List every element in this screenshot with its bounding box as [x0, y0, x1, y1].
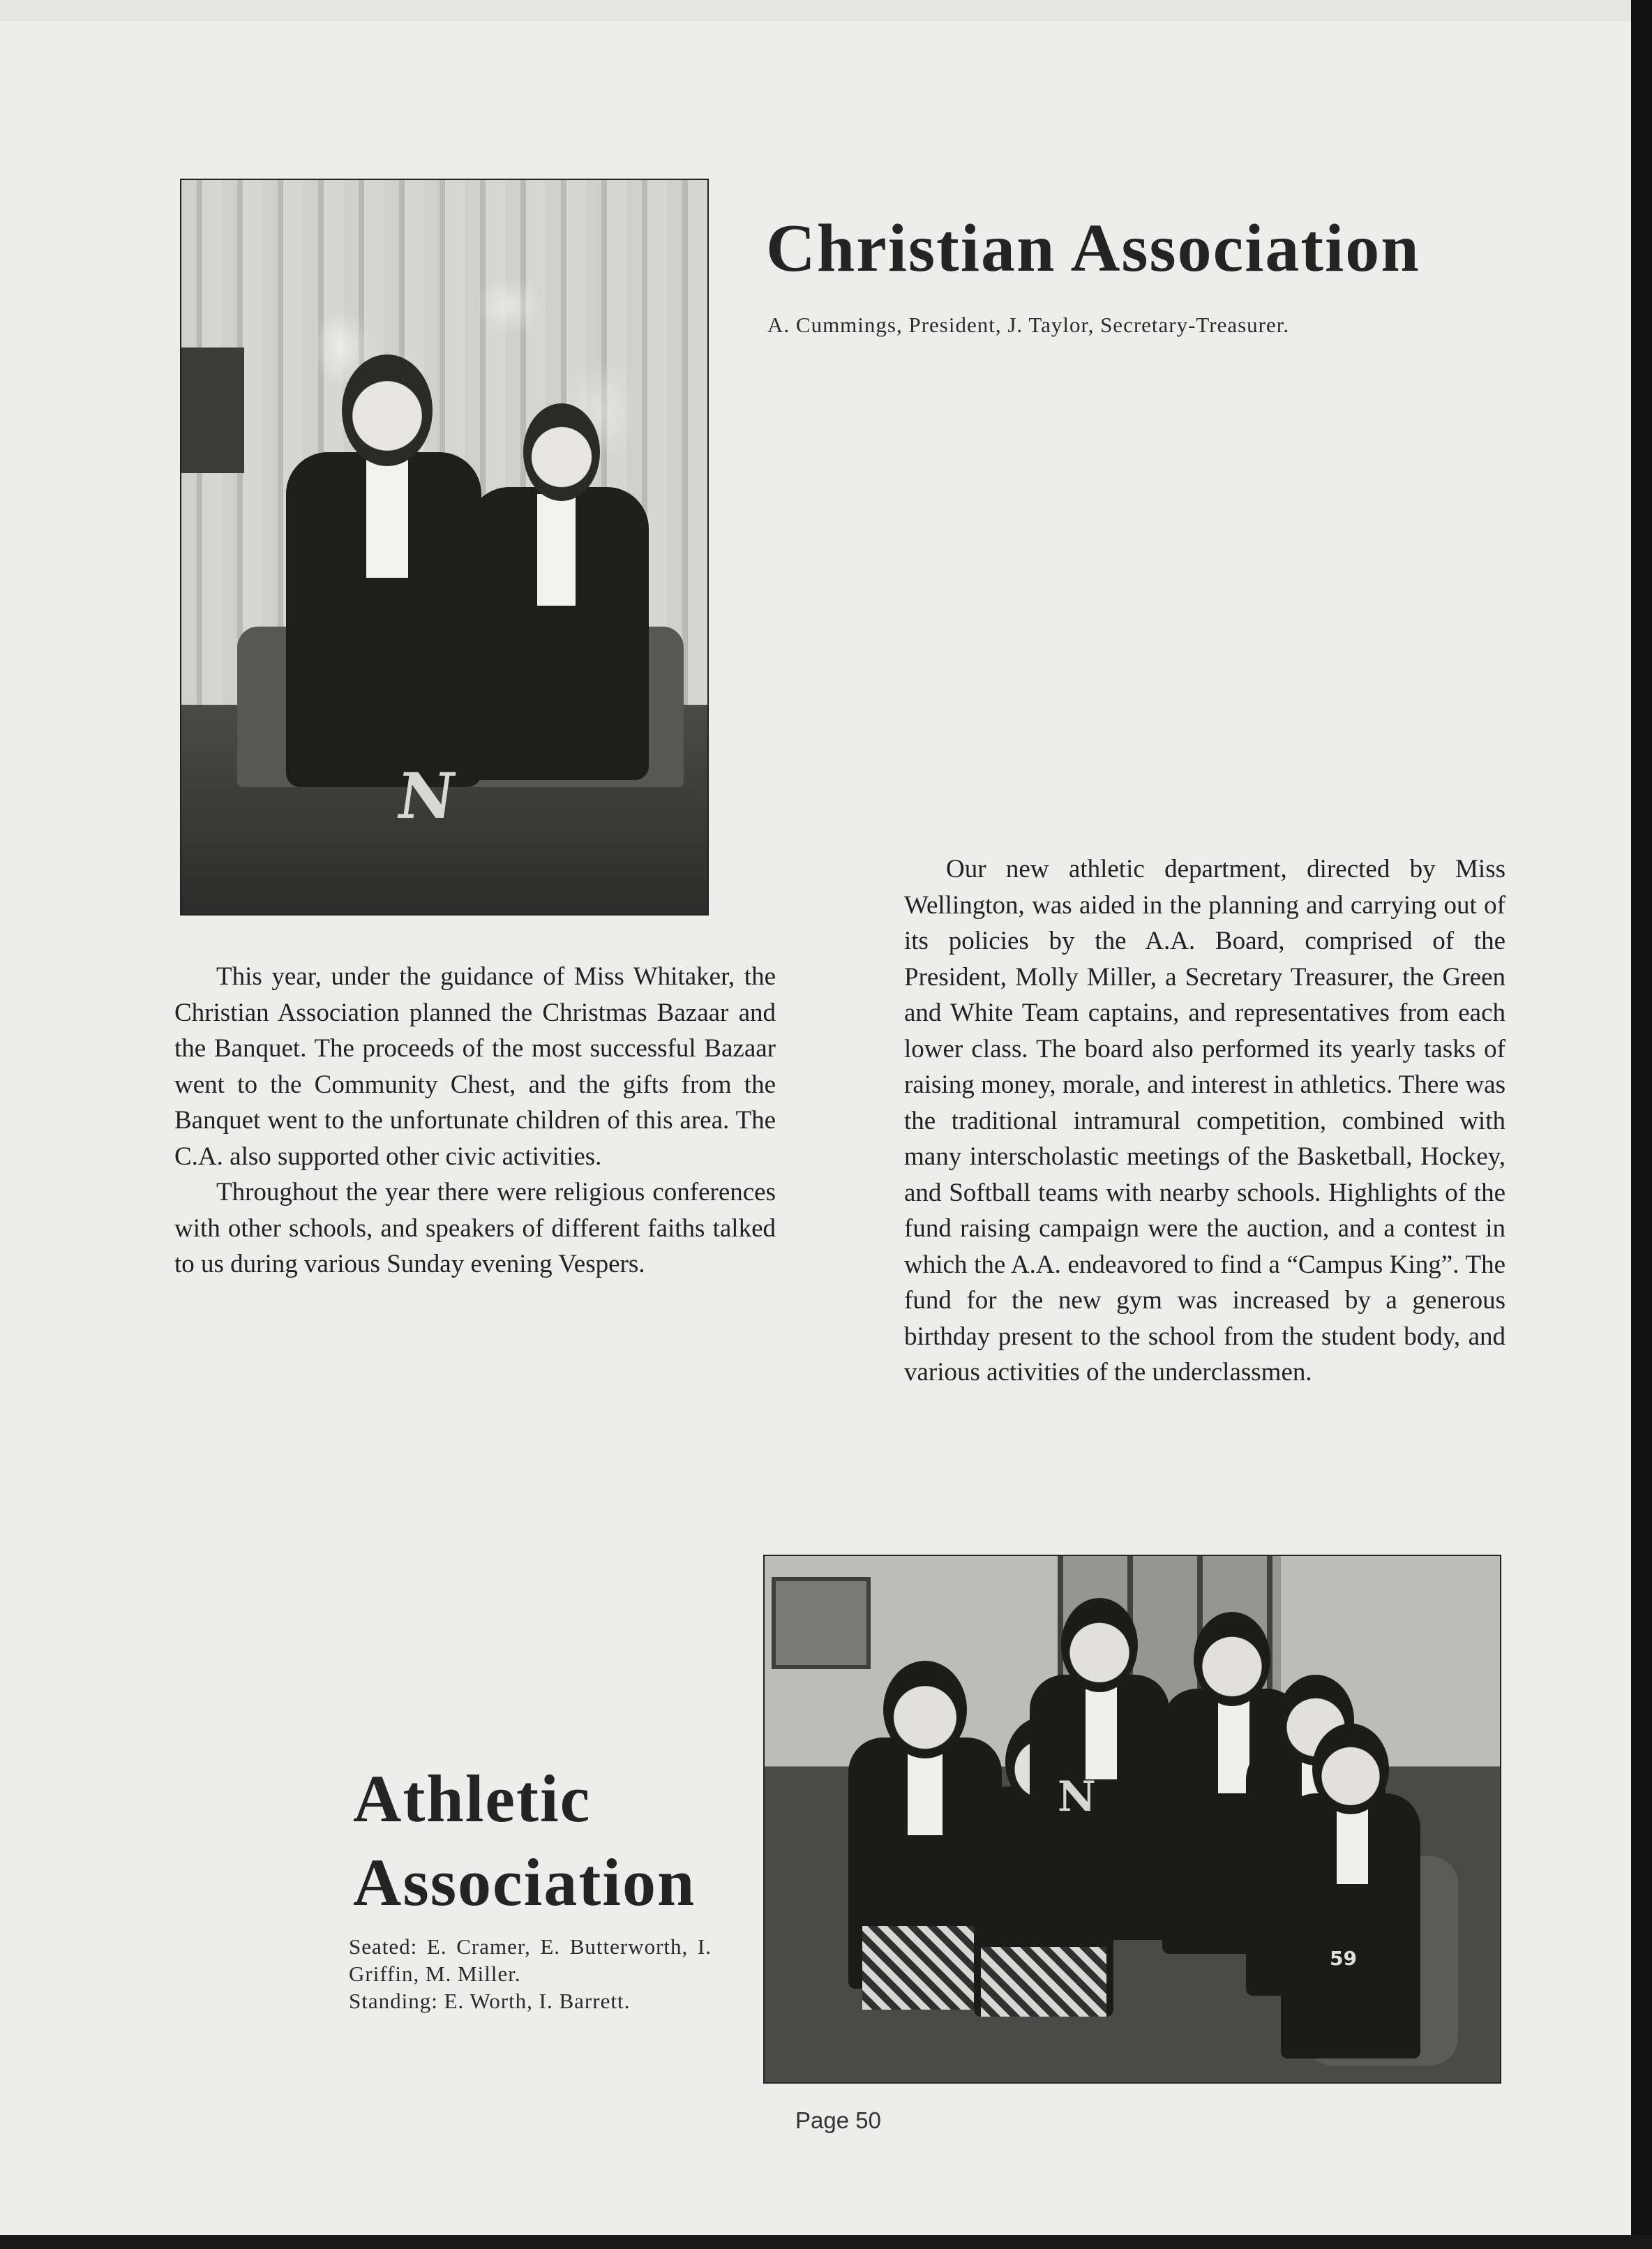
aa-paragraph: Our new athletic department, directed by Miss Wellington, was aided in the planning and carrying out of its policies by the A.A. Board, comprised of the President, Molly Miller, a Secretary Treasurer, the Green and White Team captains, and representatives from each lower class. The board also performed its yearly tasks of raising money, morale, and interest in athletics. There was the traditional intramural competition, combined with many interscholastic meetings of the Basketball, Hockey, and Softball teams with nearby schools. Highlights of the fund raising campaign were the auction, and a contest in which the A.A. endeavored to find a “Campus King”. The fund for the new gym was increased by a generous birthday present to the school from the student body, and various activities of the underclassmen.: [904, 855, 1505, 1387]
christian-association-text: [174, 959, 776, 1283]
scan-bottom-edge: [0, 2235, 1652, 2249]
chair-number: 59: [1330, 1947, 1357, 1970]
athletic-association-caption: [349, 1933, 712, 2015]
photo-person-secretary: [467, 403, 649, 836]
athletic-association-text: [904, 851, 1505, 1391]
athletic-association-photo: [763, 1555, 1501, 2084]
christian-association-title: Christian Association: [766, 211, 1420, 286]
aa-caption-seated: Seated: E. Cramer, E. Butterworth, I. Griffin, M. Miller.: [349, 1934, 712, 1986]
ca-paragraph-2: Throughout the year there were religious conferences with other schools, and speakers of different faiths talked to us during various Sunday evening Vespers.: [174, 1178, 776, 1278]
christian-association-photo: [180, 179, 709, 916]
photo-person: [1030, 1598, 1169, 1947]
wall-picture: [772, 1577, 871, 1669]
page-number: Page 50: [795, 2107, 881, 2133]
scan-top-edge: [0, 0, 1652, 21]
christian-association-caption: A. Cummings, President, J. Taylor, Secretary-Treasurer.: [767, 313, 1290, 337]
ca-paragraph-1: This year, under the guidance of Miss Whitaker, the Christian Association planned the Christmas Bazaar and the Banquet. The proceeds of the most successful Bazaar went to the Community Chest, and the gifts from the Banquet went to the unfortunate children of this area. The C.A. also supported other civic activities.: [174, 962, 776, 1171]
athletic-association-title: [353, 1757, 744, 1925]
aa-title-line-2: Association: [353, 1845, 696, 1920]
blazer-letter: N: [392, 759, 460, 833]
blazer-letter: N: [1058, 1772, 1096, 1821]
aa-title-line-1: Athletic: [353, 1761, 592, 1836]
photo-person-president: [286, 354, 481, 843]
aa-caption-standing: Standing: E. Worth, I. Barrett.: [349, 1989, 631, 2013]
scan-right-edge: [1631, 0, 1652, 2249]
photo-person: [1281, 1724, 1420, 2072]
photo-lamp: [181, 348, 244, 473]
